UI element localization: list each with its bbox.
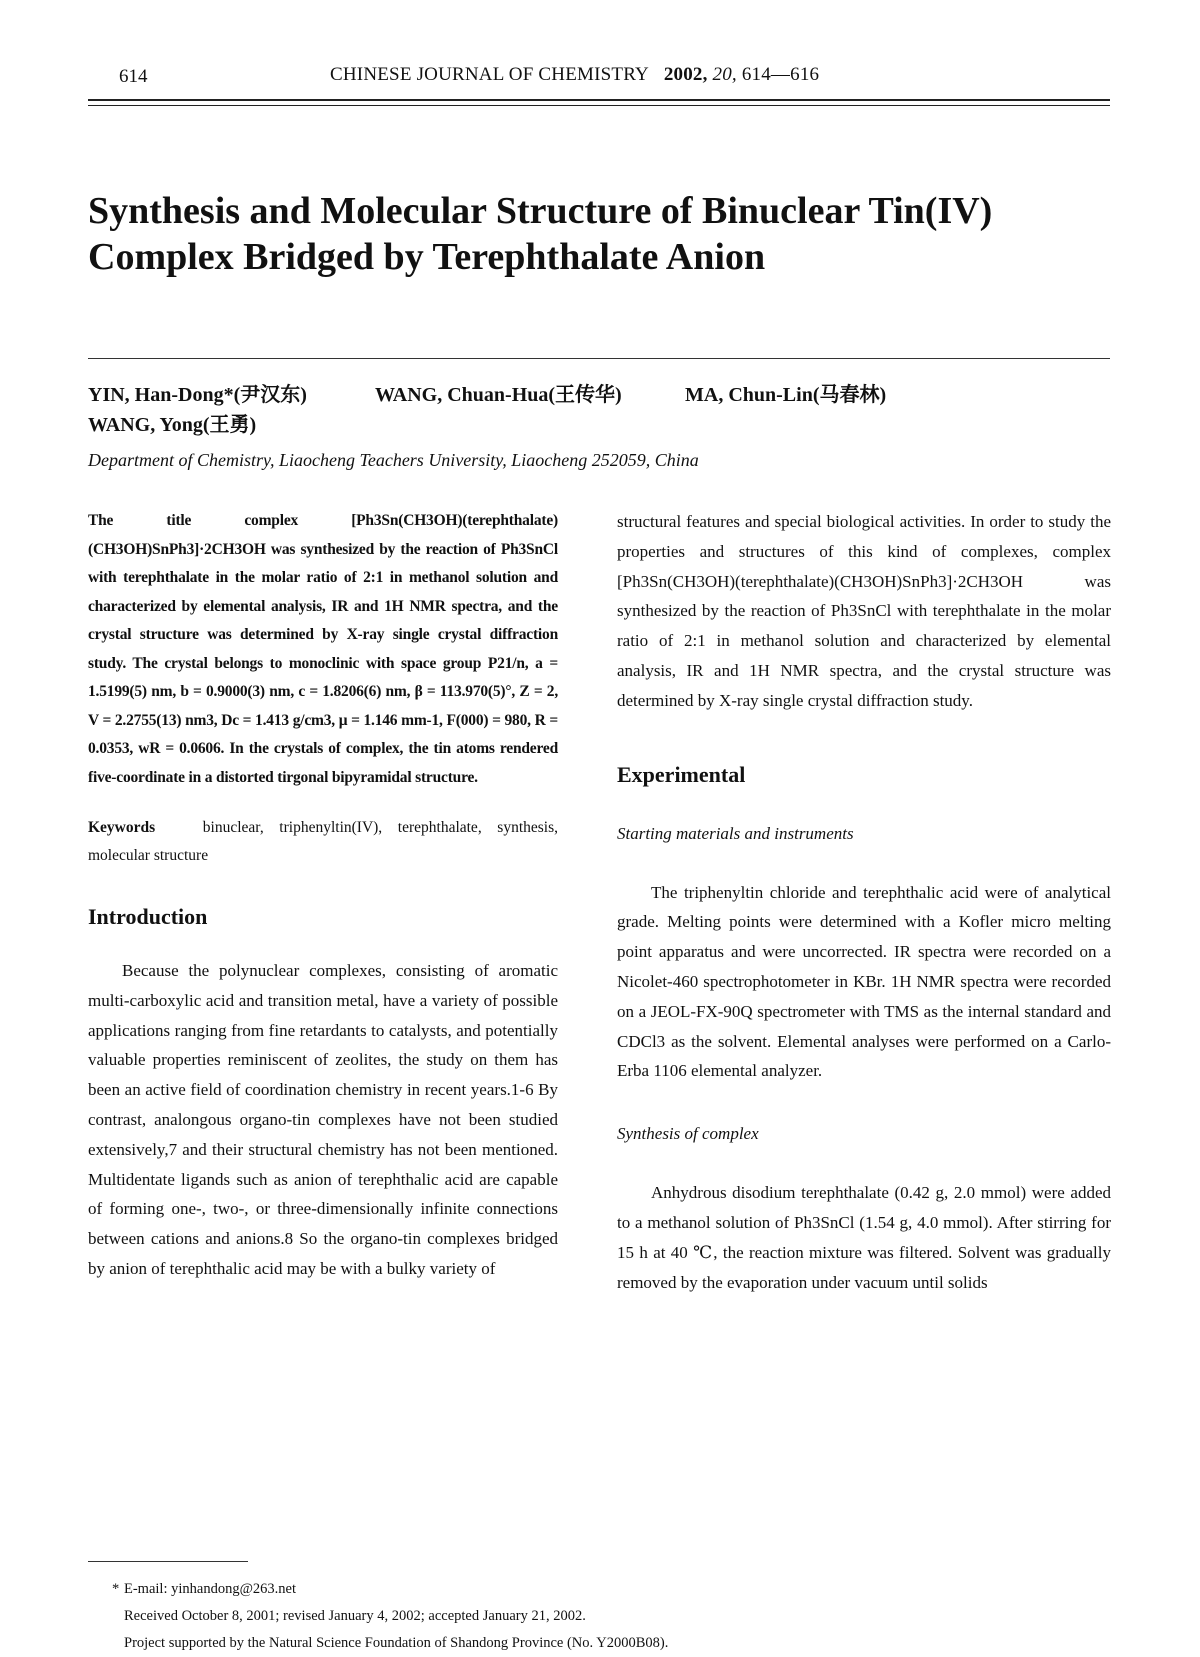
footnote-received: Received October 8, 2001; revised January 4, 2002; accepted January 21, 2002. (124, 1608, 586, 1624)
author-wang-chuanhua: WANG, Chuan-Hua(王传华) (375, 384, 622, 406)
journal-pages: 614—616 (741, 64, 820, 85)
journal-volume: 20, (712, 64, 737, 85)
author-ma: MA, Chun-Lin(马春林) (685, 384, 887, 406)
starting-materials-heading: Starting materials and instruments (617, 823, 854, 843)
intro-continuation: structural features and special biological activities. In order to study the properties and structures of this kind of complexes, complex [Ph3Sn(CH3OH)(terephthalate)(CH3OH)SnPh3]·2CH3OH was synthesized by the reaction of Ph3SnCl with terephthalate in the molar ratio of 2:1 in methanol solution and characterized by elemental analysis, IR and 1H NMR spectra, and the crystal structure was determined by X-ray single crystal diffraction study. (617, 512, 1111, 710)
journal-name: CHINESE JOURNAL OF CHEMISTRY (330, 64, 649, 85)
footnotes (112, 1576, 669, 1657)
title-rule (88, 358, 1110, 359)
page-number: 614 (119, 66, 148, 87)
author-wang-yong: WANG, Yong(王勇) (88, 414, 257, 436)
footnote-email: E-mail: yinhandong@263.net (124, 1581, 297, 1597)
keywords-label: Keywords (88, 819, 156, 836)
affiliation: Department of Chemistry, Liaocheng Teachers University, Liaocheng 252059, China (88, 450, 699, 470)
left-column (88, 507, 558, 1284)
right-column (617, 507, 1111, 1297)
author-yin: YIN, Han-Dong*(尹汉东) (88, 384, 307, 406)
footnote-rule (88, 1561, 248, 1562)
footnote-star: * (112, 1581, 120, 1597)
synthesis-heading: Synthesis of complex (617, 1124, 759, 1144)
footnote-project: Project supported by the Natural Science Foundation of Shandong Province (No. Y2000B08). (124, 1635, 669, 1651)
experimental-heading: Experimental (617, 761, 746, 787)
header-rule (88, 99, 1110, 106)
introduction-heading: Introduction (88, 904, 208, 929)
keywords-text: binuclear, triphenyltin(IV), terephthalate, synthesis, molecular structure (88, 819, 559, 864)
author-list (88, 380, 1108, 440)
keywords (88, 814, 558, 870)
article-title: Synthesis and Molecular Structure of Binuclear Tin(IV) Complex Bridged by Terephthalate Anion (88, 190, 993, 278)
synthesis-paragraph: Anhydrous disodium terephthalate (0.42 g, 2.0 mmol) were added to a methanol solution of Ph3SnCl (1.54 g, 4.0 mmol). After stirring for 15 h at 40 ℃, the reaction mixture was filtered. Solvent was gradually removed by the evaporation under vacuum until solids (617, 1183, 1111, 1292)
materials-paragraph: The triphenyltin chloride and terephthalic acid were of analytical grade. Melting points were determined with a Kofler micro melting point apparatus and were uncorrected. IR spectra were recorded on a Nicolet-460 spectrophotometer in KBr. 1H NMR spectra were recorded on a JEOL-FX-90Q spectrometer with TMS as the internal standard and CDCl3 as the solvent. Elemental analyses were performed on a Carlo-Erba 1106 elemental analyzer. (617, 882, 1111, 1081)
running-head (330, 64, 819, 86)
introduction-paragraph: Because the polynuclear complexes, consisting of aromatic multi-carboxylic acid and transition metal, have a variety of possible applications ranging from fine retardants to catalysts, and potentially valuable properties reminiscent of zeolites, the study on them has been an active field of coordination chemistry in recent years.1-6 By contrast, analongous organo-tin complexes have not been studied extensively,7 and their structural chemistry has not been mentioned. Multidentate ligands such as anion of terephthalic acid are capable of forming one-, two-, or three-dimensionally infinite connections between cations and anions.8 So the organo-tin complexes bridged by anion of terephthalic acid may be with a bulky variety of (88, 961, 558, 1278)
journal-year: 2002, (663, 64, 708, 85)
abstract: The title complex [Ph3Sn(CH3OH)(terephthalate)(CH3OH)SnPh3]·2CH3OH was synthesized by the reaction of Ph3SnCl with terephthalate in the molar ratio of 2:1 in methanol solution and characterized by elemental analysis, IR and 1H NMR spectra, and the crystal structure was determined by X-ray single crystal diffraction study. The crystal belongs to monoclinic with space group P21/n, a = 1.5199(5) nm, b = 0.9000(3) nm, c = 1.8206(6) nm, β = 113.970(5)°, Z = 2, V = 2.2755(13) nm3, Dc = 1.413 g/cm3, μ = 1.146 mm-1, F(000) = 980, R = 0.0353, wR = 0.0606. In the crystals of complex, the tin atoms rendered five-coordinate in a distorted tirgonal bipyramidal structure. (88, 512, 558, 786)
